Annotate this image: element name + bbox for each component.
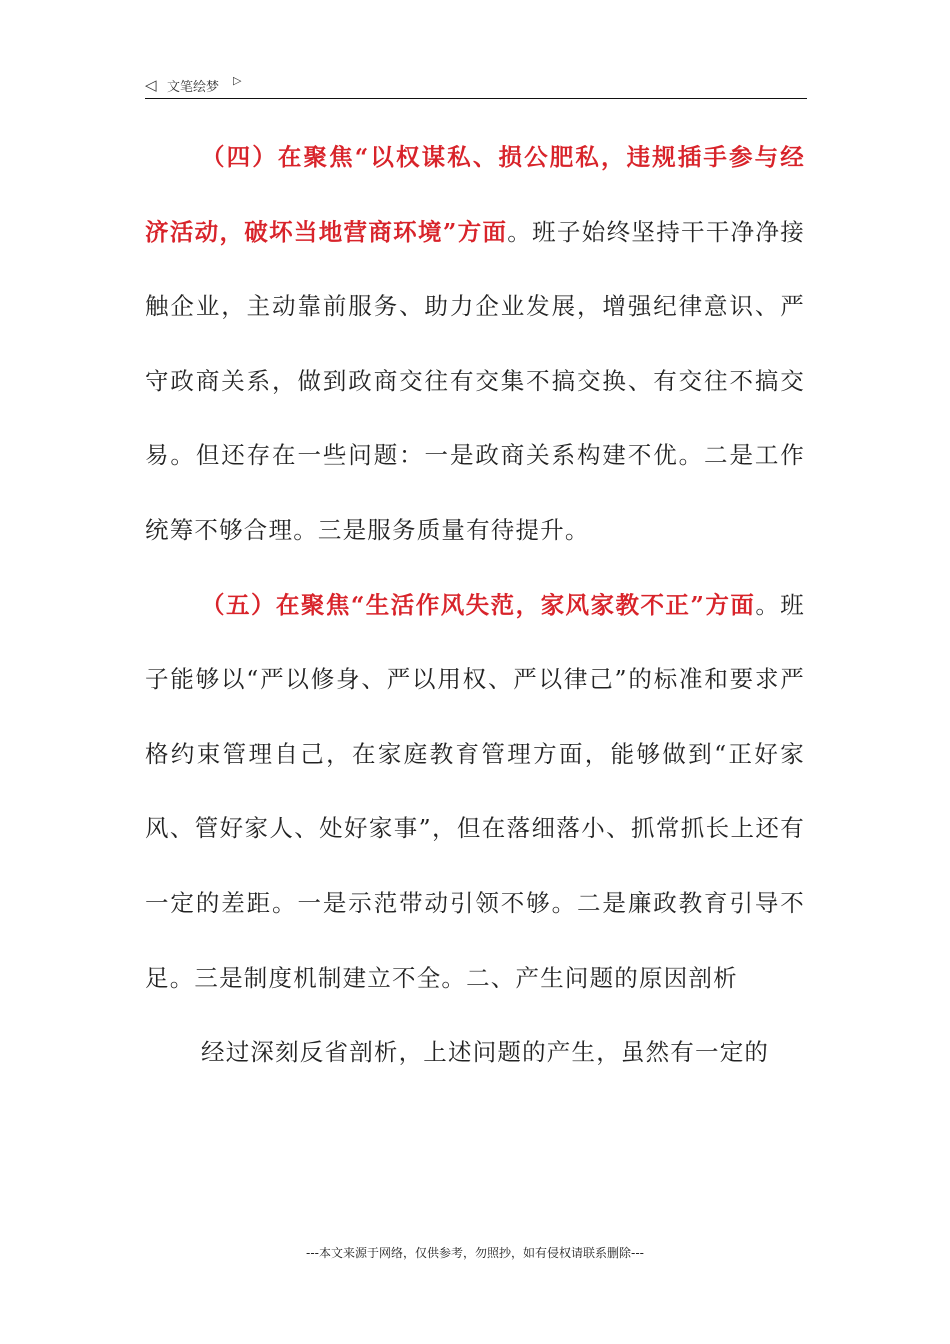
closing-paragraph: 经过深刻反省剖析，上述问题的产生，虽然有一定的 [201, 1038, 770, 1067]
section-four-heading: （四）在聚焦“以权谋私、损公肥私，违规插手参与经济活动，破坏当地营商环境”方面 [145, 143, 805, 246]
header-brand: 文笔绘梦 [167, 80, 220, 95]
left-triangle-icon: ◁ [145, 76, 157, 94]
section-five-body: 。班子能够以“严以修身、严以用权、严以律己”的标准和要求严格约束管理自己，在家庭教育管理方面，能够做到“正好家风、管好家人、处好家事”，但在落细落小、抓常抓长上还有一定的差距。一是示范带动引领不够。二是廉政教育引导不足。三是制度机制建立不全。二、产生问题的原因剖析 [145, 590, 805, 992]
section-five-heading: （五）在聚焦“生活作风失范，家风家教不正”方面 [201, 590, 756, 619]
section-four-body: 。班子始终坚持干干净净接触企业，主动靠前服务、助力企业发展，增强纪律意识、严守政商关系，做到政商交往有交集不搞交换、有交往不搞交易。但还存在一些问题：一是政商关系构建不优。二是工作统筹不够合理。三是服务质量有待提升。 [145, 217, 805, 544]
page-header [145, 72, 807, 99]
section-five-paragraph [145, 568, 805, 1016]
page-footer: ---本文来源于网络，仅供参考，勿照抄，如有侵权请联系删除--- [306, 1246, 644, 1260]
section-four-paragraph [145, 120, 805, 568]
right-triangle-icon: ▷ [233, 74, 242, 87]
document-body [145, 120, 805, 1090]
